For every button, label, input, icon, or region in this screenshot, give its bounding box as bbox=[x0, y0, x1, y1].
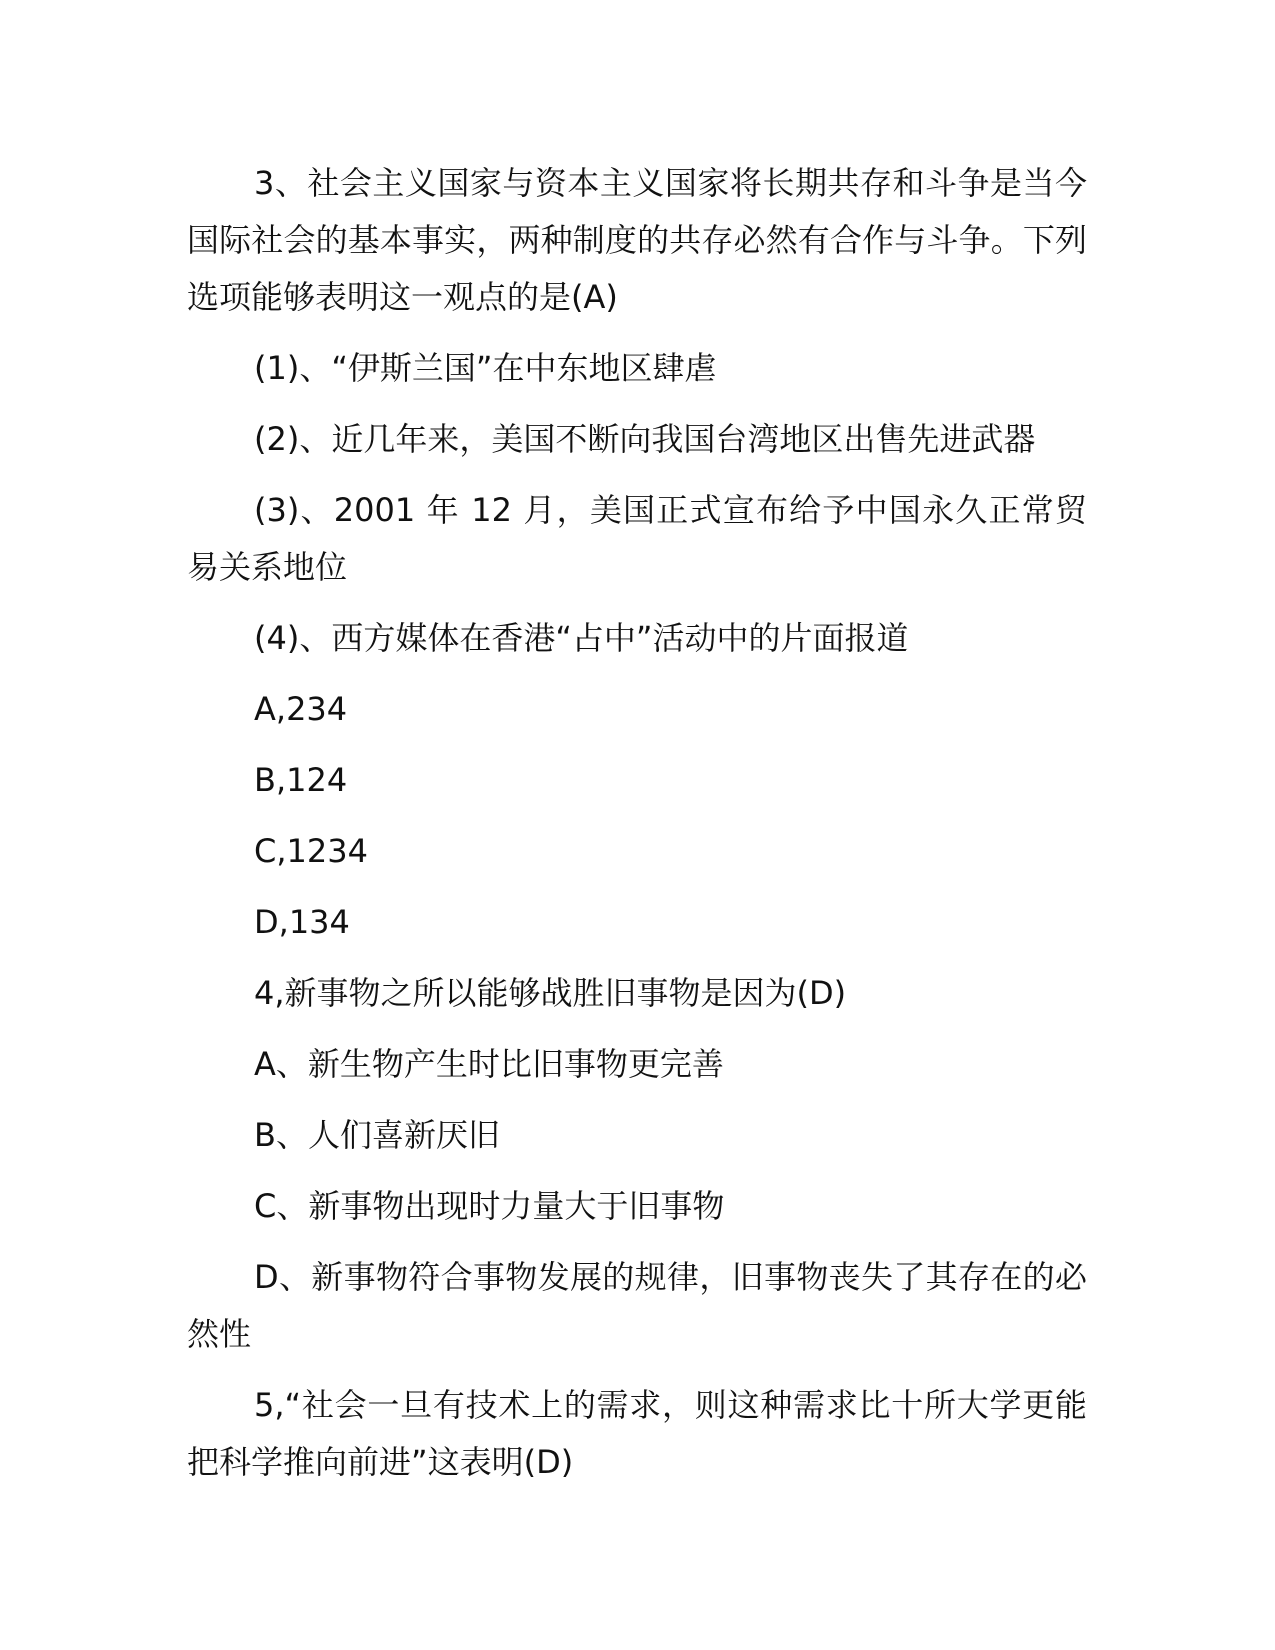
document-page bbox=[187, 155, 1087, 1505]
question-3-option-b: B,124 bbox=[254, 761, 348, 799]
question-4-option-c: C、新事物出现时力量大于旧事物 bbox=[254, 1187, 725, 1225]
question-3-stem: 3、社会主义国家与资本主义国家将长期共存和斗争是当今国际社会的基本事实，两种制度的共存必然有合作与斗争。下列选项能够表明这一观点的是(A) bbox=[187, 164, 1087, 316]
question-3-item-2: (2)、近几年来，美国不断向我国台湾地区出售先进武器 bbox=[254, 420, 1036, 458]
question-3-item-3: (3)、2001 年 12 月，美国正式宣布给予中国永久正常贸易关系地位 bbox=[187, 491, 1087, 586]
question-5-stem: 5,“社会一旦有技术上的需求，则这种需求比十所大学更能把科学推向前进”这表明(D) bbox=[187, 1386, 1087, 1481]
question-3-option-c: C,1234 bbox=[254, 832, 368, 870]
question-3-option-d: D,134 bbox=[254, 903, 350, 941]
question-4-option-b: B、人们喜新厌旧 bbox=[254, 1116, 500, 1154]
question-3-item-4: (4)、西方媒体在香港“占中”活动中的片面报道 bbox=[254, 619, 909, 657]
question-4-option-d: D、新事物符合事物发展的规律，旧事物丧失了其存在的必然性 bbox=[187, 1258, 1087, 1353]
question-3-option-a: A,234 bbox=[254, 690, 348, 728]
question-4-stem: 4,新事物之所以能够战胜旧事物是因为(D) bbox=[254, 974, 847, 1012]
question-3-item-1: (1)、“伊斯兰国”在中东地区肆虐 bbox=[254, 349, 717, 387]
question-4-option-a: A、新生物产生时比旧事物更完善 bbox=[254, 1045, 724, 1083]
